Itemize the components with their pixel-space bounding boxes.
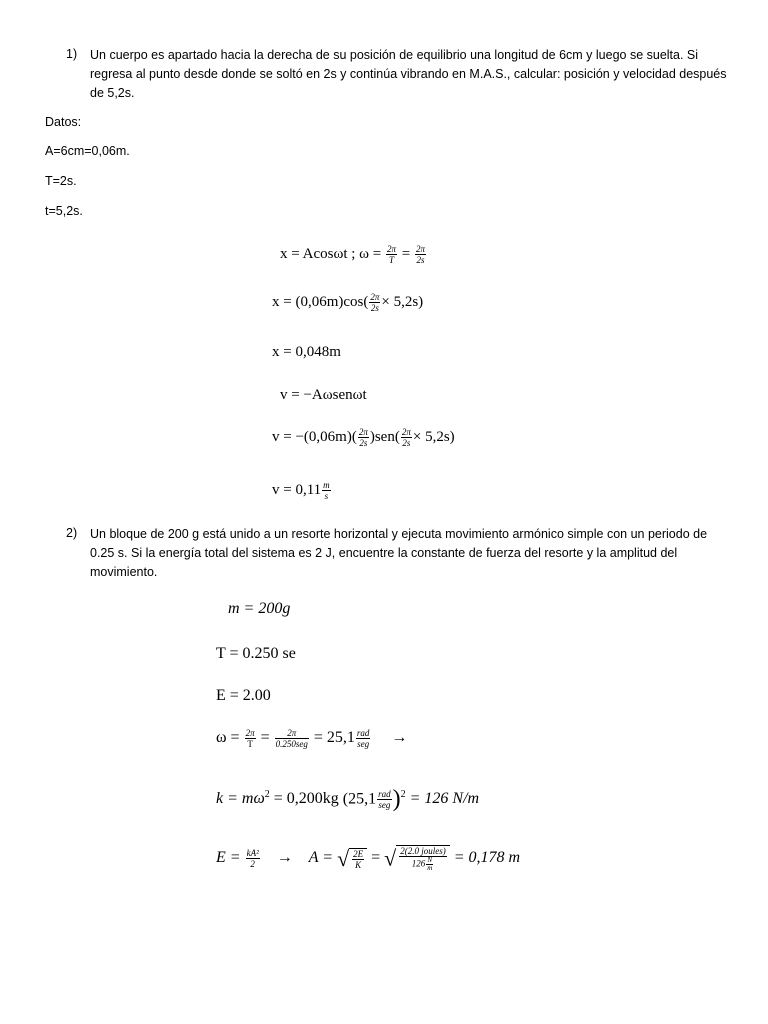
p1-equation-velocity-formula: v = −Aωsenωt	[280, 387, 367, 403]
p1-equation-velocity-substitution: v = −(0,06m)( $\frac{2\pi}{2s}$ )sen( $\frac{2\pi}{2s}$ × 5,2s)	[272, 427, 455, 448]
dato-amplitude: A=6cm=0,06m.	[45, 144, 130, 158]
p2-equation-period: T = 0.250 se	[216, 645, 296, 662]
p2-equation-energy: E = 2.00	[216, 687, 271, 704]
p2-equation-mass: m = 200g	[228, 600, 291, 617]
problem-2-number: 2)	[66, 526, 78, 540]
problem-2-statement: Un bloque de 200 g está unido a un resorte horizontal y ejecuta movimiento armónico simple con un periodo de 0.25 s. Si la energía total del sistema es 2 J, encuentre la constante de fuerza del resorte y la amplitud del movimiento.	[90, 527, 708, 579]
p1-equation-position-result: x = 0,048m	[272, 344, 341, 360]
dato-period: T=2s.	[45, 174, 77, 188]
dato-time: t=5,2s.	[45, 204, 83, 218]
sqrt-energy-over-k: √ 2(2.0 joules) 126 $\frac{N}{m}$	[384, 845, 450, 872]
p1-equation-position-substitution: x = (0,06m)cos( $\frac{2\pi}{2s}$ × 5,2s)	[272, 292, 424, 313]
problem-1-number: 1)	[66, 47, 78, 61]
p1-equation-velocity-result: v = 0,11 $\frac{m}{s}$	[272, 480, 330, 501]
sqrt-2e-over-k: √ $\frac{2E}{K}$	[337, 846, 367, 872]
p2-equation-angular-frequency: ω = $\frac{2\pi}{T}$ = $\frac{2\pi}{\text{0.250seg}}$ = 25,1 $\frac{\text{rad}}{\text{seg}}$ →	[216, 728, 408, 749]
p1-equation-position-formula: x = Acosωt ; ω = $\frac{2\pi}{T}$ = $\frac{2\pi}{2s}$	[280, 244, 425, 265]
datos-label: Datos:	[45, 115, 82, 129]
problem-1-statement: Un cuerpo es apartado hacia la derecha de su posición de equilibrio una longitud de 6cm y luego se suelta. Si regresa al punto desde donde se soltó en 2s y continúa vibrando en M.A.S., calcular: posición y velocidad después de 5,2s.	[90, 48, 727, 100]
p2-equation-spring-constant: $k = m\omega^2 = 0,200kg$ (25,1 $\frac{\text{rad}}{\text{seg}}$ )$^2$ = 126 N/m	[216, 786, 480, 812]
p2-equation-amplitude: E = $\frac{\text{kA²}}{2}$ → A = √ $\frac{2E}{K}$ = √ 2(2.0 joules) 126 $\frac{N}{m}$ = 0,178 m	[216, 845, 521, 872]
